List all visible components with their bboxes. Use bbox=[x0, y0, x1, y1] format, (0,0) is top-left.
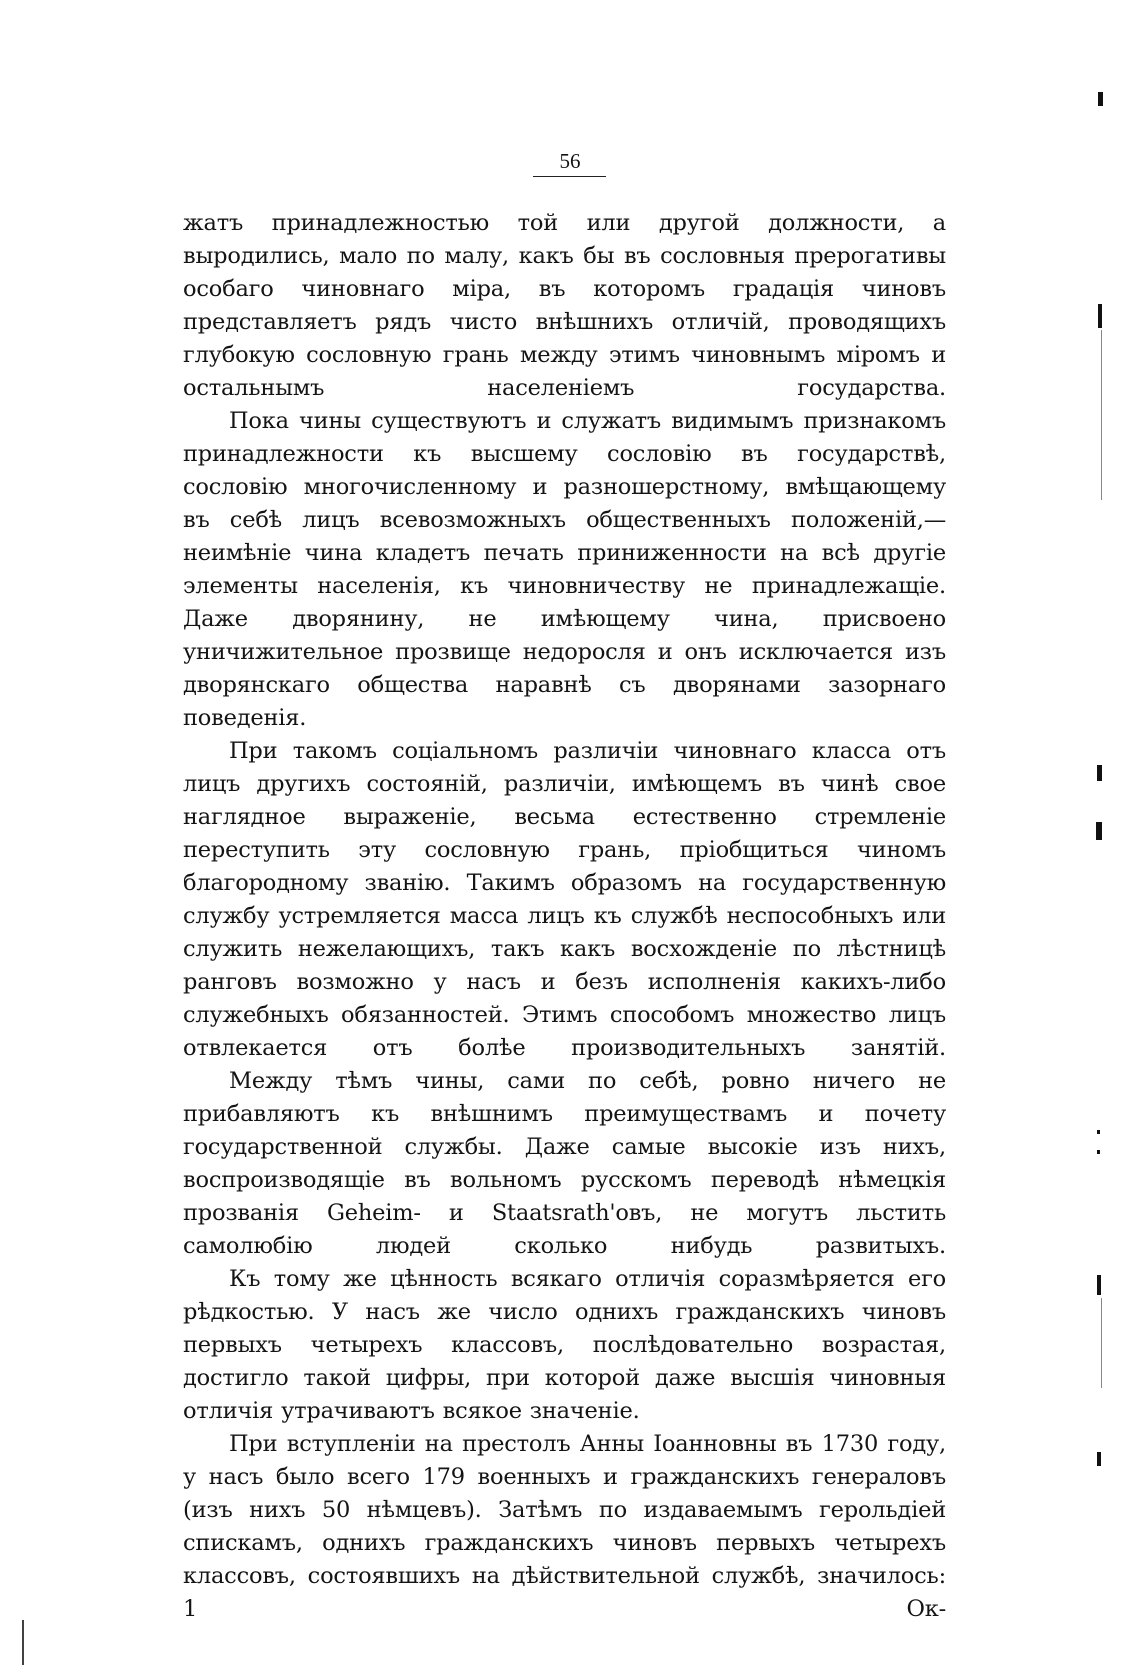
scan-mark bbox=[1098, 92, 1103, 106]
scan-mark bbox=[1101, 1298, 1102, 1388]
scan-mark bbox=[1097, 1452, 1101, 1466]
scan-mark bbox=[1098, 304, 1102, 328]
page-number: 56 bbox=[559, 149, 581, 173]
scan-mark bbox=[1097, 1130, 1100, 1134]
paragraph-2: Пока чины существуютъ и служатъ видимымъ признакомъ принадлежности къ высшему сословію въ государствѣ, сословію многочисленному и разношерстному, вмѣщающему въ себѣ лицъ всевозможныхъ общественныхъ положеній,— неимѣніе чина кладетъ печать приниженности на всѣ другіе элементы населенія, къ чиновничеству не принадлежащіе. Даже дворянину, не имѣющему чина, присвоено уничижительное прозвище недоросля и онъ исключается изъ дворянскаго общества наравнѣ съ дворянами зазорнаго поведенія. bbox=[183, 408, 946, 731]
scan-mark bbox=[1097, 1275, 1101, 1295]
paragraph-5: Къ тому же цѣнность всякаго отличія соразмѣряется его рѣдкостью. У насъ же число однихъ гражданскихъ чиновъ первыхъ четырехъ классовъ, послѣдовательно возрастая, достигло такой цифры, при которой даже высшія чиновныя отличія утрачиваютъ всякое значеніе. bbox=[183, 1266, 946, 1424]
paragraph-4: Между тѣмъ чины, сами по себѣ, ровно ничего не прибавляютъ къ внѣшнимъ преимуществамъ и почету государственной службы. Даже самые высокіе изъ нихъ, воспроизводящіе въ вольномъ русскомъ переводѣ нѣмецкія прозванія Geheim- и Staatsrath'овъ, не могутъ льстить самолюбію людей сколько нибудь развитыхъ. bbox=[183, 1068, 946, 1259]
scan-mark bbox=[1097, 765, 1102, 781]
body-text bbox=[183, 207, 946, 1626]
page-number-rule bbox=[533, 176, 606, 177]
paragraph-1: жатъ принадлежностью той или другой должности, а выродились, мало по малу, какъ бы въ сословныя прерогативы особаго чиновнаго міра, въ которомъ градація чиновъ представляетъ рядъ чисто внѣшнихъ отличій, проводящихъ глубокую сословную грань между этимъ чиновнымъ міромъ и остальнымъ населеніемъ государства. bbox=[183, 210, 946, 401]
paragraph-3: При такомъ соціальномъ различіи чиновнаго класса отъ лицъ другихъ состояній, различіи, имѣющемъ въ чинѣ свое наглядное выраженіе, весьма естественно стремленіе переступить эту сословную грань, пріобщиться чиномъ благородному званію. Такимъ образомъ на государственную службу устремляется масса лицъ къ службѣ неспособныхъ или служить нежелающихъ, такъ какъ восхожденіе по лѣстницѣ ранговъ возможно у насъ и безъ исполненія какихъ-либо служебныхъ обязанностей. Этимъ способомъ множество лицъ отвлекается отъ болѣе производительныхъ занятій. bbox=[183, 738, 946, 1061]
scan-mark bbox=[22, 1620, 24, 1665]
scan-mark bbox=[1101, 330, 1102, 500]
paragraph-6: При вступленіи на престолъ Анны Іоанновны въ 1730 году, у насъ было всего 179 военныхъ и гражданскихъ генераловъ (изъ нихъ 50 нѣмцевъ). Затѣмъ по издаваемымъ герольдіей спискамъ, однихъ гражданскихъ чиновъ первыхъ четырехъ классовъ, состоявшихъ на дѣйствительной службѣ, значилось: 1 Ок- bbox=[183, 1431, 946, 1622]
scan-mark bbox=[1096, 822, 1102, 840]
scan-mark bbox=[1097, 1150, 1100, 1154]
